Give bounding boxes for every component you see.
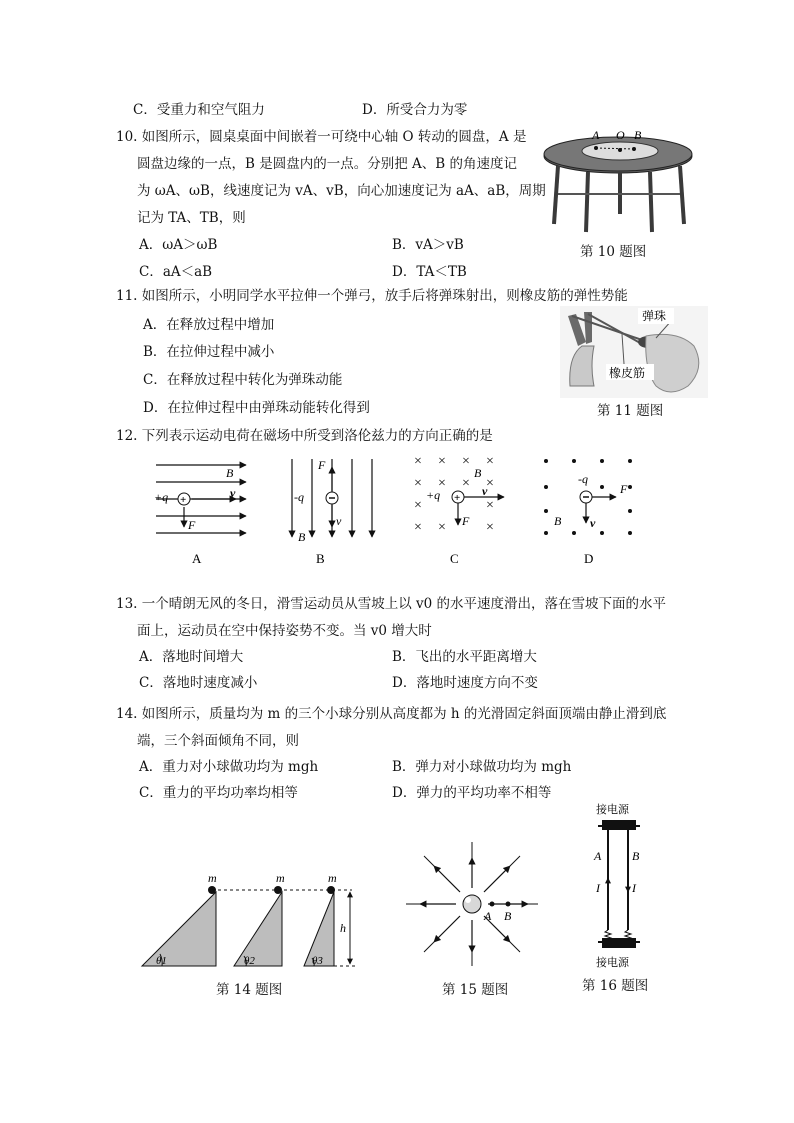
svg-text:×: × [438,455,446,469]
q10-round-table-figure [540,124,700,236]
fig-a-label-q: +q [154,490,169,504]
svg-text:×: × [486,476,494,491]
svg-text:×: × [486,455,494,469]
q14-caption: 第 14 题图 [216,982,283,998]
top-power-label: 接电源 [596,804,629,816]
label-o: O [616,128,625,142]
q13-stem-line1: 13. 一个晴朗无风的冬日，滑雪运动员从雪坡上以 v0 的水平速度滑出，落在雪坡下面的水平 [116,596,667,612]
svg-text:×: × [462,455,470,469]
label-a: A [592,128,600,142]
svg-text:×: × [414,455,422,469]
fig-d-label-v: v [590,516,596,530]
q12-fig-d [544,459,632,566]
q10-option-b: B．vA＞vB [392,237,464,253]
h-label: h [340,921,346,935]
wire-b-label: B [632,849,640,863]
svg-text:×: × [462,476,470,491]
fig-c-caption: C [450,551,459,566]
q13-option-a: A．落地时间增大 [139,649,244,665]
svg-text:×: × [486,520,494,535]
q13-option-b: B．飞出的水平距离增大 [392,649,537,665]
fig-b-label-v: v [336,514,342,528]
q14-option-b: B．弹力对小球做功均为 mgh [392,759,572,775]
q14-option-a: A．重力对小球做功均为 mgh [139,759,319,775]
q10-option-d: D．TA＜TB [392,264,467,280]
svg-text:×: × [486,498,494,513]
point-b-label: B [504,909,512,923]
theta1-label: θ1 [156,955,167,967]
label-b: B [634,128,642,142]
q11-stem: 11. 如图所示，小明同学水平拉伸一个弹弓，放手后将弹珠射出，则橡皮筋的弹性势能 [116,288,628,304]
current-i-left: I [596,881,600,895]
q16-parallel-wires-figure [588,800,648,972]
svg-text:×: × [414,498,422,513]
fig-d-caption: D [584,551,594,566]
fig-a-caption: A [192,551,202,566]
svg-text:+: + [180,494,187,506]
q13-option-d: D．落地时速度方向不变 [392,675,538,691]
q16-caption: 第 16 题图 [582,978,649,994]
fig-b-label-b: B [298,530,306,544]
q9-option-d: D．所受合力为零 [362,102,468,118]
q11-option-d: D．在拉伸过程中由弹珠动能转化得到 [143,400,370,416]
m-label-1: m [208,872,217,885]
q13-option-c: C．落地时速度减小 [139,675,258,691]
q15-caption: 第 15 题图 [442,982,509,998]
fig-b-label-q: -q [294,490,304,504]
q11-caption: 第 11 题图 [597,403,664,419]
fig-b-label-f: F [318,458,326,472]
q12-fig-a [154,465,246,566]
q10-option-a: A．ωA＞ωB [139,237,218,253]
q13-stem-line2: 面上，运动员在空中保持姿势不变。当 v0 增大时 [137,623,432,639]
q15-field-lines-figure [404,840,540,968]
q11-option-a: A．在释放过程中增加 [143,317,275,333]
fig-a-label-f: F [188,518,196,532]
q14-stem-line1: 14. 如图所示，质量均为 m 的三个小球分别从高度都为 h 的光滑固定斜面顶端由静止滑到底 [116,706,667,722]
q10-option-c: C．aA＜aB [139,264,213,280]
svg-text:+: + [454,492,461,504]
fig-c-label-v: v [482,484,488,498]
q11-option-b: B．在拉伸过程中减小 [143,344,275,360]
q10-stem-line1: 10. 如图所示，圆桌桌面中间嵌着一可绕中心轴 O 转动的圆盘，A 是 [116,129,527,145]
m-label-3: m [328,872,337,885]
fig-b-caption: B [316,551,325,566]
current-i-right: I [632,881,636,895]
fig-d-label-b: B [554,514,562,528]
q14-stem-line2: 端，三个斜面倾角不同，则 [137,733,299,749]
label-ball: 弹珠 [642,309,667,323]
svg-text:×: × [438,520,446,535]
q14-option-c: C．重力的平均功率均相等 [139,785,298,801]
m-label-2: m [276,872,285,885]
fig-d-label-q: -q [578,472,588,486]
q9-option-c: C．受重力和空气阻力 [133,102,265,118]
bottom-power-label: 接电源 [596,957,629,969]
svg-text:×: × [414,476,422,491]
q10-stem-line4: 记为 TA、TB，则 [137,210,246,226]
q12-fig-b [292,458,372,566]
q14-inclines-figure [138,872,370,972]
fig-c-label-q: +q [426,488,441,502]
wire-a-label: A [594,849,602,863]
fig-d-label-f: F [620,482,628,496]
q12-fig-c [414,455,504,566]
q10-stem-line3: 为 ωA、ωB，线速度记为 vA、vB，向心加速度记为 aA、aB，周期 [137,183,546,199]
q12-stem: 12. 下列表示运动电荷在磁场中所受到洛伦兹力的方向正确的是 [116,428,493,444]
fig-c-label-b: B [474,466,482,480]
label-band: 橡皮筋 [609,366,646,380]
theta3-label: θ3 [312,955,323,967]
svg-text:×: × [438,476,446,491]
q10-caption: 第 10 题图 [580,244,647,260]
q11-slingshot-photo [560,306,708,398]
point-a-label: A [484,909,492,923]
q12-figures [146,455,656,569]
theta2-label: θ2 [244,955,255,967]
fig-a-label-b: B [226,466,234,480]
svg-text:×: × [414,520,422,535]
q11-option-c: C．在释放过程中转化为弹珠动能 [143,372,343,388]
q14-option-d: D．弹力的平均功率不相等 [392,785,552,801]
fig-c-label-f: F [462,514,470,528]
fig-a-label-v: v [230,486,236,500]
q10-stem-line2: 圆盘边缘的一点，B 是圆盘内的一点。分别把 A、B 的角速度记 [137,156,517,172]
